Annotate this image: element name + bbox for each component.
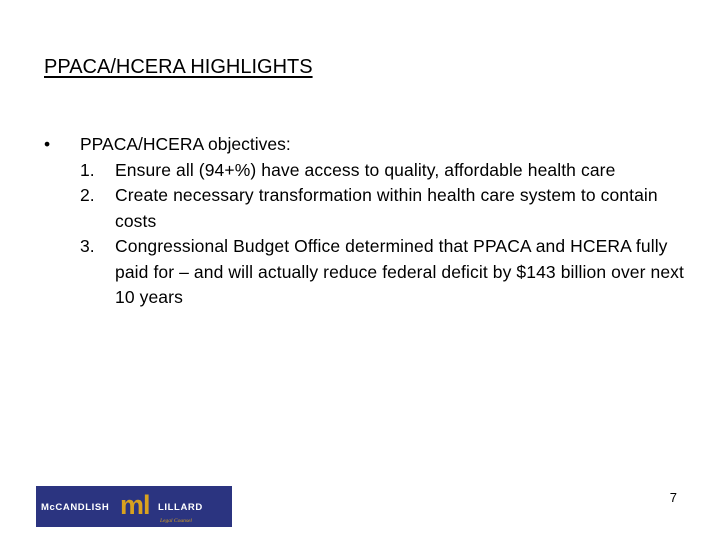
logo-tagline: Legal Counsel [160, 518, 192, 524]
list-item [80, 158, 684, 184]
list-item-text: Congressional Budget Office determined that PPACA and HCERA fully paid for – and will actually reduce federal deficit by $143 billion over next 10 years [115, 236, 684, 307]
logo-right-text: LILLARD [158, 502, 203, 513]
list-item-number: 3. [80, 236, 95, 256]
list-item-number: 2. [80, 185, 95, 205]
list-item [80, 183, 684, 234]
list-item-text: Create necessary transformation within health care system to contain costs [115, 185, 658, 231]
page-number: 7 [669, 490, 677, 505]
bullet-block [44, 132, 684, 311]
logo-mark: ml [120, 490, 150, 520]
mccandlish-lillard-logo [36, 486, 232, 527]
list-item-text: Ensure all (94+%) have access to quality, affordable health care [115, 159, 616, 180]
bullet-content [80, 132, 684, 311]
list-item [80, 234, 684, 311]
list-item-number: 1. [80, 159, 95, 180]
slide-title: PPACA/HCERA HIGHLIGHTS [44, 56, 313, 78]
bullet-item [44, 132, 684, 311]
bullet-dot: • [44, 134, 51, 154]
logo-left-text: McCANDLISH [41, 502, 110, 513]
numbered-list [80, 158, 684, 311]
bullet-text: PPACA/HCERA objectives: [80, 134, 291, 154]
